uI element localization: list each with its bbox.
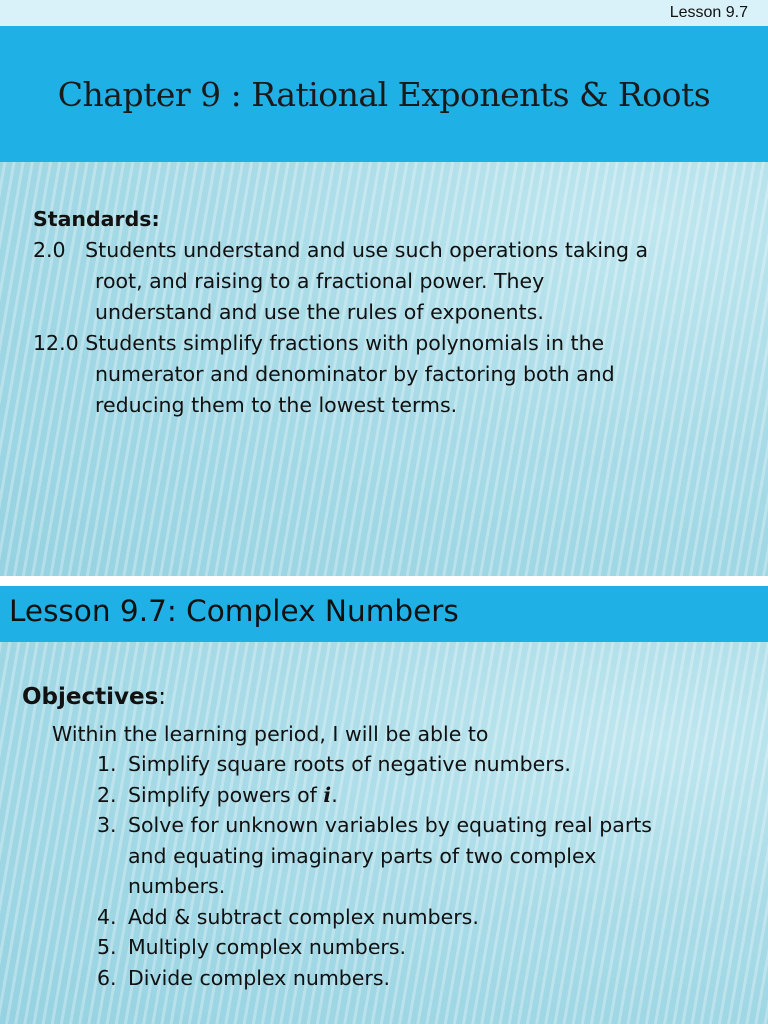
objective-item xyxy=(22,810,742,902)
objective-text: Simplify square roots of negative numbers. xyxy=(128,752,571,776)
objective-item xyxy=(22,902,742,933)
objective-number: 2. xyxy=(97,782,117,807)
standard-text-line: numerator and denominator by factoring both and xyxy=(95,362,615,386)
standards-heading: Standards: xyxy=(33,207,160,231)
lesson-tag: Lesson 9.7 xyxy=(669,4,748,21)
objectives-intro: Within the learning period, I will be able to xyxy=(52,721,489,746)
standard-text-line: root, and raising to a fractional power. They xyxy=(95,269,545,293)
objectives-heading: Objectives: xyxy=(22,684,167,710)
slide-chapter-standards xyxy=(0,26,768,576)
objective-text: Add & subtract complex numbers. xyxy=(128,904,479,929)
standard-text-line: reducing them to the lowest terms. xyxy=(95,393,458,417)
standard-item xyxy=(33,235,733,328)
standard-text-line: understand and use the rules of exponents. xyxy=(95,300,544,324)
imaginary-unit: i xyxy=(323,782,332,807)
objective-item xyxy=(22,963,742,994)
objective-number: 5. xyxy=(97,935,117,959)
top-strip xyxy=(0,0,768,26)
slide-lesson-objectives xyxy=(0,586,768,1024)
objective-item xyxy=(22,749,742,780)
objective-text: Multiply complex numbers. xyxy=(128,935,407,959)
objective-item xyxy=(22,932,742,963)
objective-text: Solve for unknown variables by equating real parts and equating imaginary parts of two complex numbers. xyxy=(128,813,652,898)
objective-number: 4. xyxy=(97,904,117,929)
standard-text-line: Students understand and use such operations taking a xyxy=(85,238,649,262)
lesson-title-bar xyxy=(0,586,768,642)
standard-text-line: Students simplify fractions with polynomials in the xyxy=(85,331,605,355)
objective-text: Divide complex numbers. xyxy=(128,965,391,990)
slide-divider xyxy=(0,576,768,586)
standard-item xyxy=(33,328,733,421)
standard-number: 12.0 xyxy=(33,331,79,355)
objective-item xyxy=(22,780,742,811)
objective-number: 6. xyxy=(97,965,117,990)
standards-block xyxy=(33,204,733,421)
objective-number: 1. xyxy=(97,752,117,776)
objectives-list xyxy=(22,749,742,993)
chapter-title: Chapter 9 : Rational Exponents & Roots xyxy=(57,74,711,114)
objectives-block xyxy=(22,682,742,993)
objective-text: Simplify powers of i. xyxy=(128,782,338,807)
lesson-title: Lesson 9.7: Complex Numbers xyxy=(9,594,459,628)
standard-number: 2.0 xyxy=(33,238,66,262)
objective-number: 3. xyxy=(97,813,117,837)
chapter-title-bar xyxy=(0,26,768,162)
